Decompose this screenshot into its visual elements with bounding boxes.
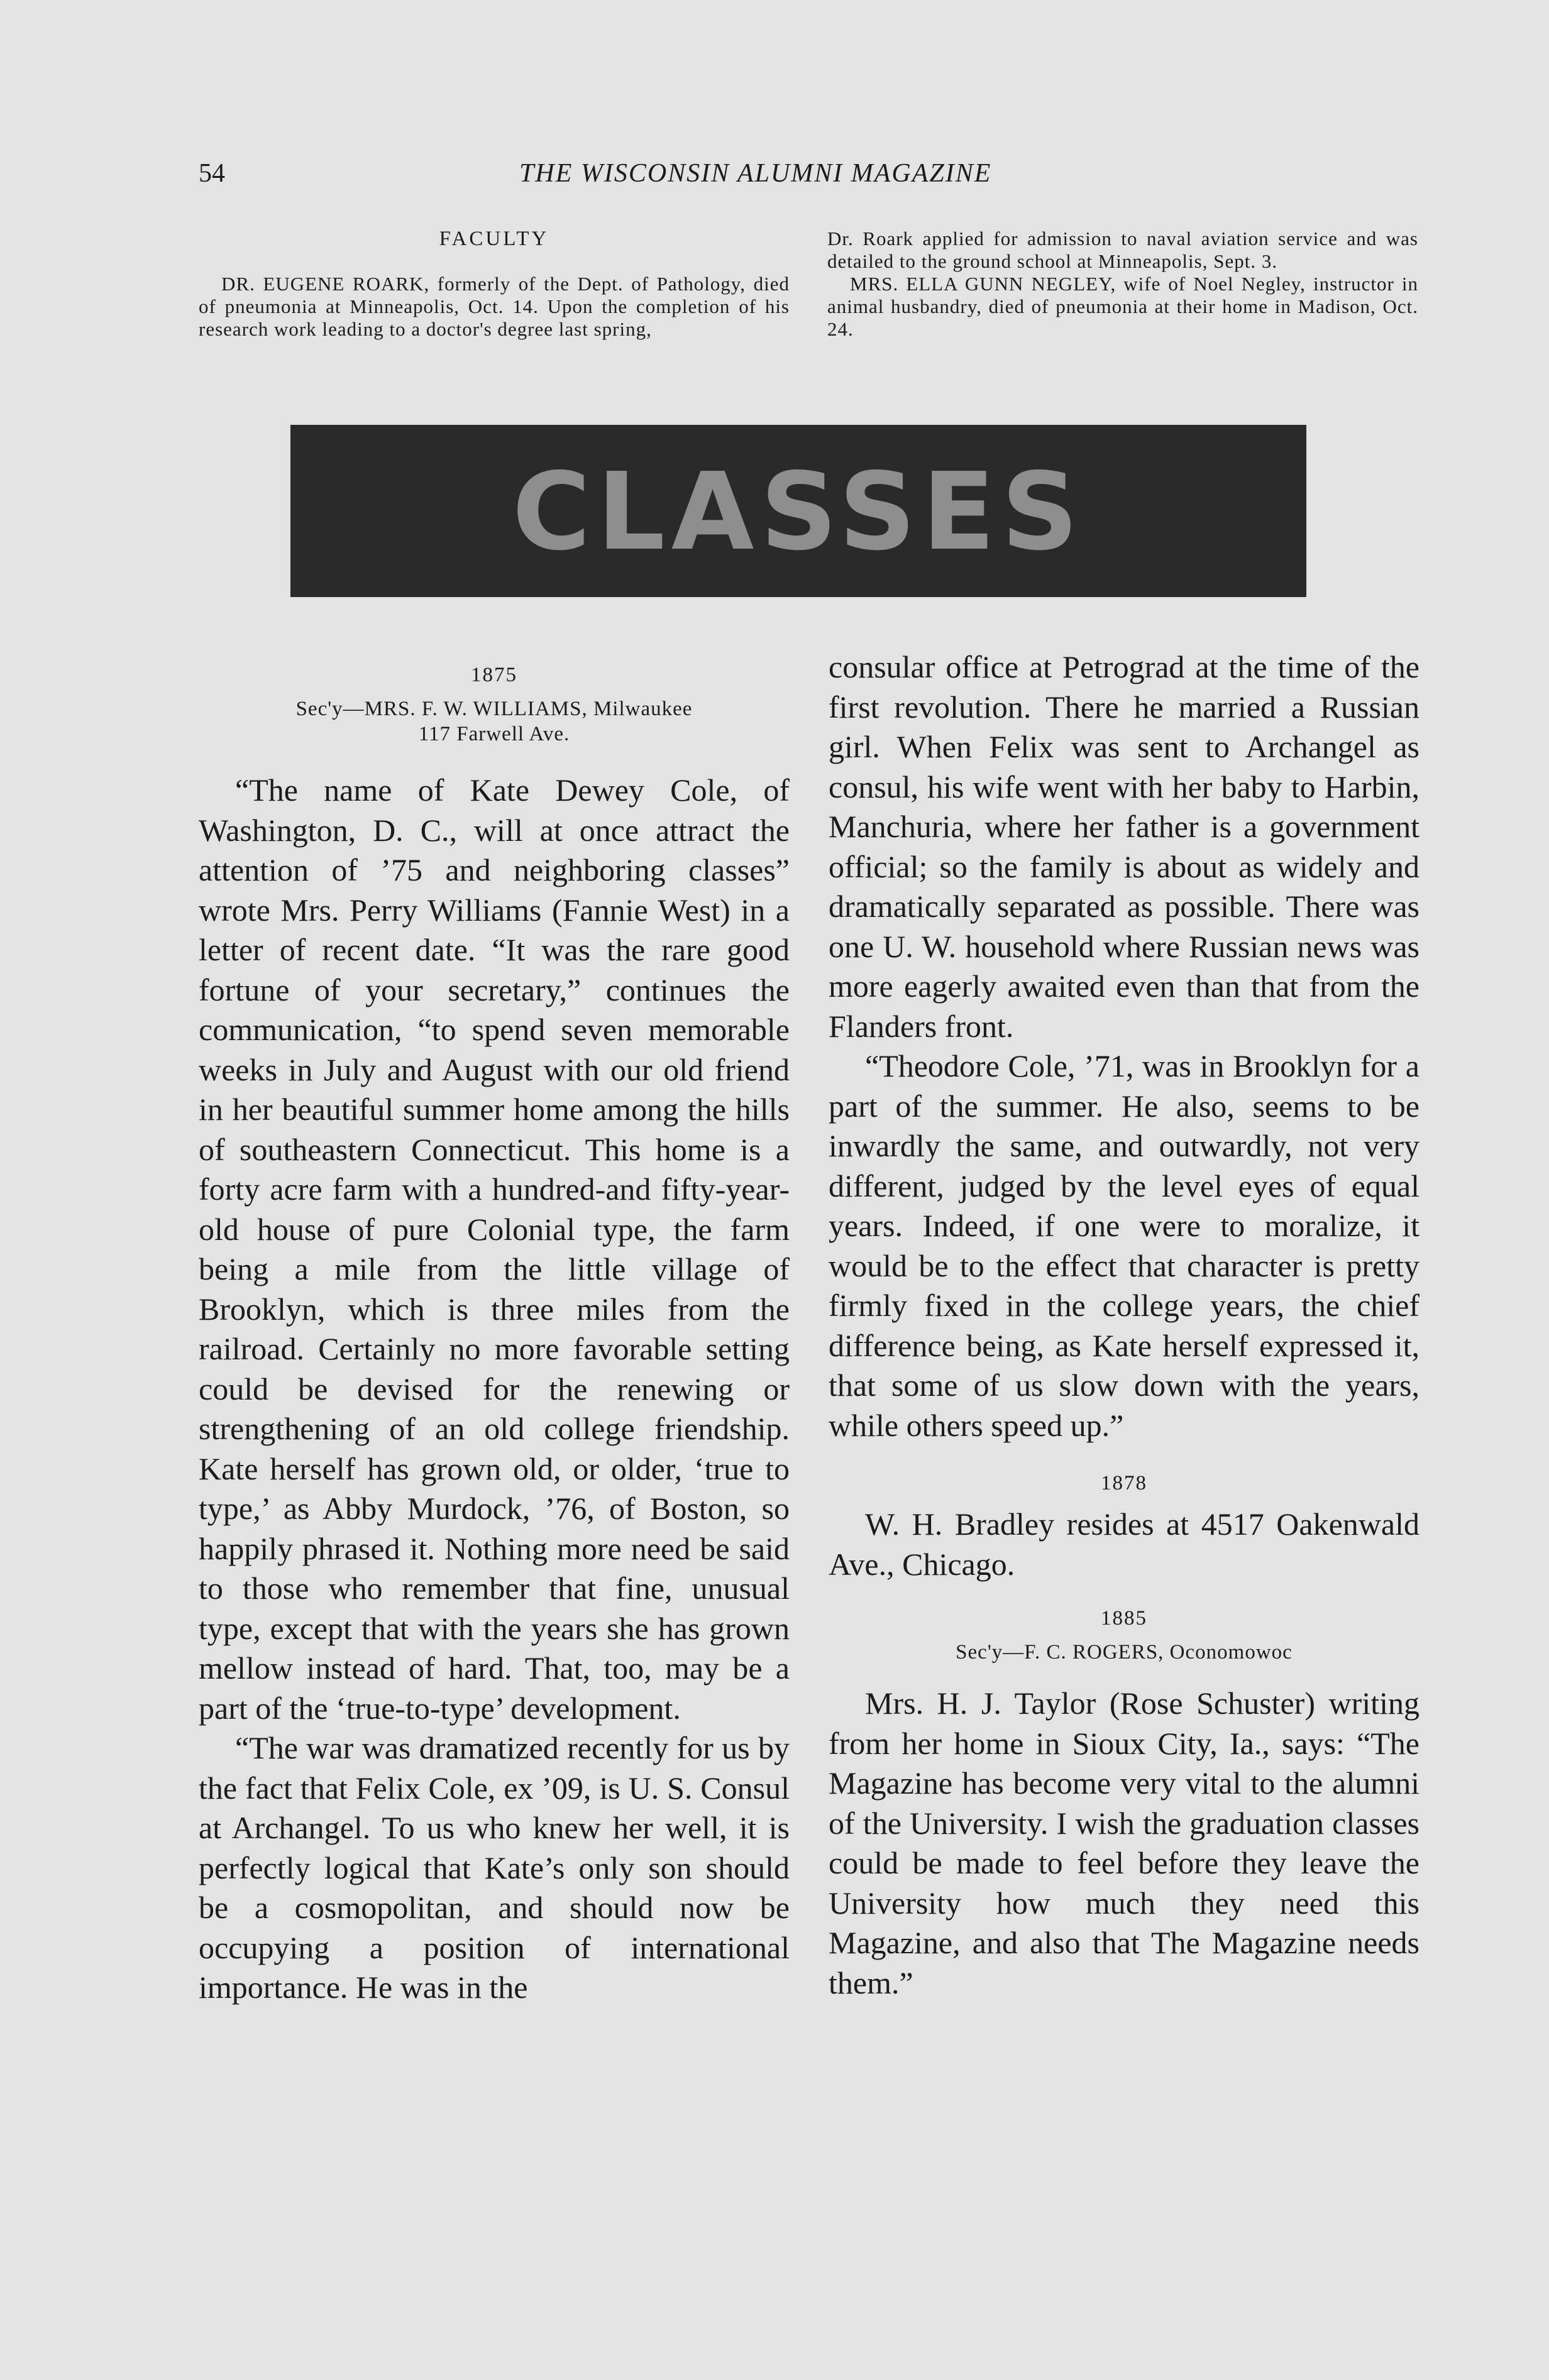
faculty-obituary-roark-cont: Dr. Roark applied for admission to naval aviation service and was detailed to the ground school at Minneapolis, Sept. 3.: [827, 228, 1418, 272]
classes-banner: [290, 425, 1306, 597]
left-column: [199, 647, 790, 2008]
class-1875-address: 117 Farwell Ave.: [418, 723, 570, 745]
class-year-1878: 1878: [1101, 1472, 1147, 1494]
class-1875-paragraph: “The war was dramatized recently for us by the fact that Felix Cole, ex ’09, is U. S. Consul at Archangel. To us who knew her well, it is perfectly logical that Kate’s only son should be a cosmopolitan, and should now be occupying a position of international importance. He was in the: [199, 1730, 790, 2005]
running-title: THE WISCONSIN ALUMNI MAGAZINE: [519, 159, 992, 188]
class-1885-secretary: Sec'y—F. C. ROGERS, Oconomowoc: [956, 1641, 1293, 1664]
class-year-1875: 1875: [471, 664, 517, 686]
class-1875-paragraph: “Theodore Cole, ’71, was in Brooklyn for a part of the summer. He also, seems to be inwardly the same, and outwardly, not very different, judged by the level eyes of equal years. Indeed, if one were to moralize, it would be to the effect that character is pretty firmly fixed in the college years, the chief difference being, as Kate herself expressed it, that some of us slow down with the years, while others speed up.”: [829, 1048, 1419, 1443]
class-1878-paragraph: W. H. Bradley resides at 4517 Oakenwald Ave., Chicago.: [829, 1506, 1419, 1582]
page-number: 54: [199, 159, 225, 188]
class-1875-secretary: Sec'y—MRS. F. W. WILLIAMS, Milwaukee: [295, 698, 693, 720]
faculty-obituary-negley: MRS. ELLA GUNN NEGLEY, wife of Noel Negley, instructor in animal husbandry, died of pneumonia at their home in Madison, Oct. 24.: [827, 273, 1418, 340]
right-column: [829, 647, 1419, 2003]
faculty-right-column: [827, 228, 1418, 341]
page-header: [199, 158, 1418, 196]
faculty-obituary-roark: DR. EUGENE ROARK, formerly of the Dept. of Pathology, died of pneumonia at Minneapolis, Oct. 14. Upon the completion of his research work leading to a doctor's degree last spring,: [199, 273, 790, 340]
class-1875-paragraph: consular office at Petrograd at the time of the first revolution. There he married a Russian girl. When Felix was sent to Archangel as consul, his wife went with her baby to Harbin, Manchuria, where her father is a government official; so the family is about as widely and dramatically separated as possible. There was one U. W. household where Russian news was more eagerly awaited even than that from the Flanders front.: [829, 649, 1419, 1044]
class-1875-paragraph: “The name of Kate Dewey Cole, of Washington, D. C., will at once attract the attention of ’75 and neighboring classes” wrote Mrs. Perry Williams (Fannie West) in a letter of recent date. “It was the rare good fortune of your secretary,” continues the communication, “to spend seven memorable weeks in July and August with our old friend in her beautiful summer home among the hills of southeastern Connecticut. This home is a forty acre farm with a hundred-and fifty-year-old house of pure Colonial type, the farm being a mile from the little village of Brooklyn, which is three miles from the railroad. Certainly no more favorable setting could be devised for the renewing or strengthening of an old college friendship. Kate herself has grown old, or older, ‘true to type,’ as Abby Murdock, ’76, of Boston, so happily phrased it. Nothing more need be said to those who remember that fine, unusual type, except that with the years she has grown mellow instead of hard. That, too, may be a part of the ‘true-to-type’ development.: [199, 772, 790, 1726]
faculty-heading: FACULTY: [439, 228, 549, 250]
classes-banner-title: CLASSES: [512, 450, 1085, 574]
faculty-left-column: [199, 228, 790, 341]
class-year-1885: 1885: [1101, 1607, 1147, 1630]
class-1885-paragraph: Mrs. H. J. Taylor (Rose Schuster) writing from her home in Sioux City, Ia., says: “The Magazine has become very vital to the alumni of the University. I wish the graduation classes could be made to feel before they leave the University how much they need this Magazine, and also that The Magazine needs them.”: [829, 1686, 1419, 2000]
